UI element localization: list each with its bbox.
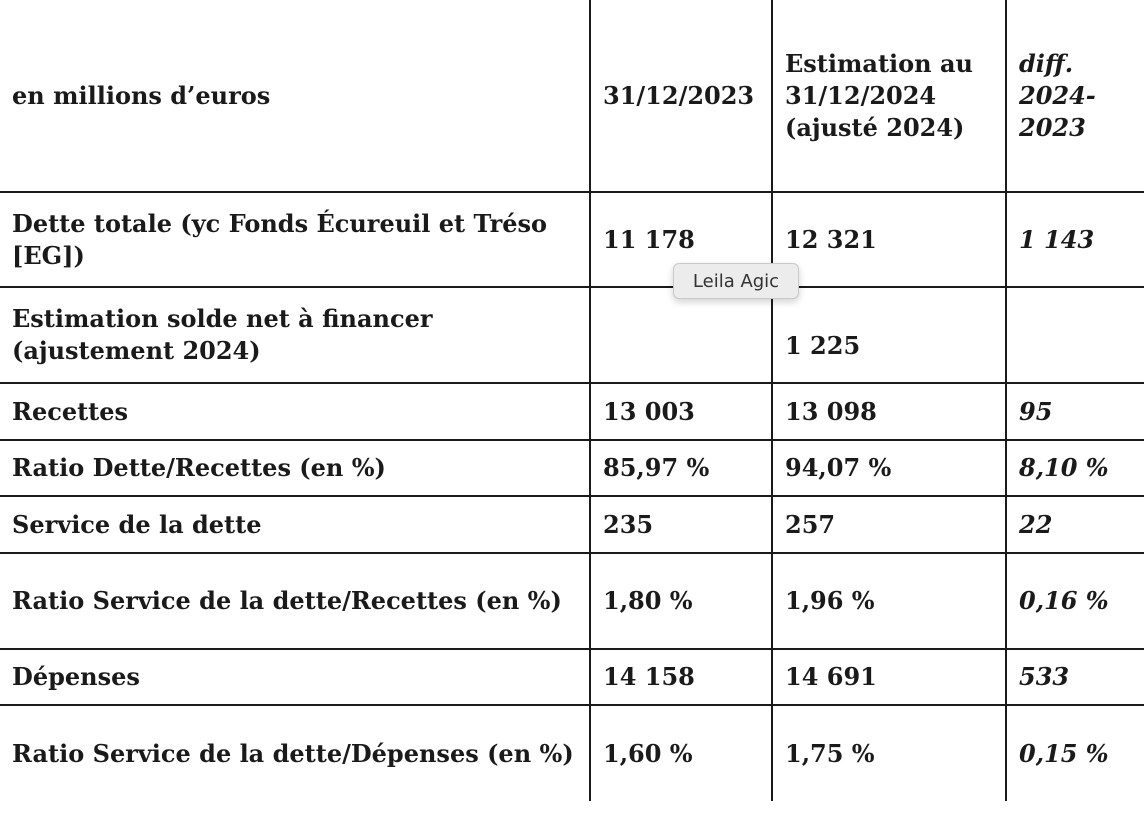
cell-diff: 95	[1006, 383, 1144, 440]
row-label: Dépenses	[0, 649, 590, 705]
cell-2023	[590, 287, 772, 383]
row-label: Recettes	[0, 383, 590, 440]
row-label: Ratio Service de la dette/Recettes (en %)	[0, 553, 590, 649]
cell-diff	[1006, 287, 1144, 383]
cell-2024: 1,75 %	[772, 705, 1006, 801]
header-2023: 31/12/2023	[590, 0, 772, 192]
user-tooltip: Leila Agic	[673, 263, 799, 299]
cell-diff: 0,16 %	[1006, 553, 1144, 649]
table-row	[0, 705, 1144, 801]
cell-2024: 1,96 %	[772, 553, 1006, 649]
cell-diff: 1 143	[1006, 192, 1144, 287]
row-label: Ratio Dette/Recettes (en %)	[0, 440, 590, 496]
row-label: Estimation solde net à financer (ajustement 2024)	[0, 287, 590, 383]
header-unit: en millions d’euros	[0, 0, 590, 192]
table-row	[0, 649, 1144, 705]
cell-2024: 14 691	[772, 649, 1006, 705]
cell-2023: 11 178	[590, 192, 772, 287]
cell-2023: 235	[590, 496, 772, 553]
cell-2024: 94,07 %	[772, 440, 1006, 496]
table-row	[0, 192, 1144, 287]
table-row	[0, 553, 1144, 649]
table-header-row	[0, 0, 1144, 192]
cell-diff: 22	[1006, 496, 1144, 553]
cell-2023: 13 003	[590, 383, 772, 440]
table-row	[0, 440, 1144, 496]
cell-2024: 12 321	[772, 192, 1006, 287]
header-2024: Estimation au 31/12/2024 (ajusté 2024)	[772, 0, 1006, 192]
cell-2024: 257	[772, 496, 1006, 553]
cell-2023: 1,80 %	[590, 553, 772, 649]
cell-2024: 13 098	[772, 383, 1006, 440]
row-label: Service de la dette	[0, 496, 590, 553]
row-label: Ratio Service de la dette/Dépenses (en %)	[12, 738, 574, 768]
header-diff: diff. 2024-2023	[1006, 0, 1144, 192]
cell-2024: 1 225	[772, 287, 1006, 383]
table-row	[0, 496, 1144, 553]
row-label: Dette totale (yc Fonds Écureuil et Tréso [EG])	[0, 192, 590, 287]
table-row	[0, 287, 1144, 383]
cell-diff: 533	[1006, 649, 1144, 705]
cell-2023: 1,60 %	[590, 705, 772, 801]
cell-2023: 14 158	[590, 649, 772, 705]
table-row	[0, 383, 1144, 440]
cell-diff: 0,15 %	[1006, 705, 1144, 801]
cell-2023: 85,97 %	[590, 440, 772, 496]
cell-diff: 8,10 %	[1006, 440, 1144, 496]
